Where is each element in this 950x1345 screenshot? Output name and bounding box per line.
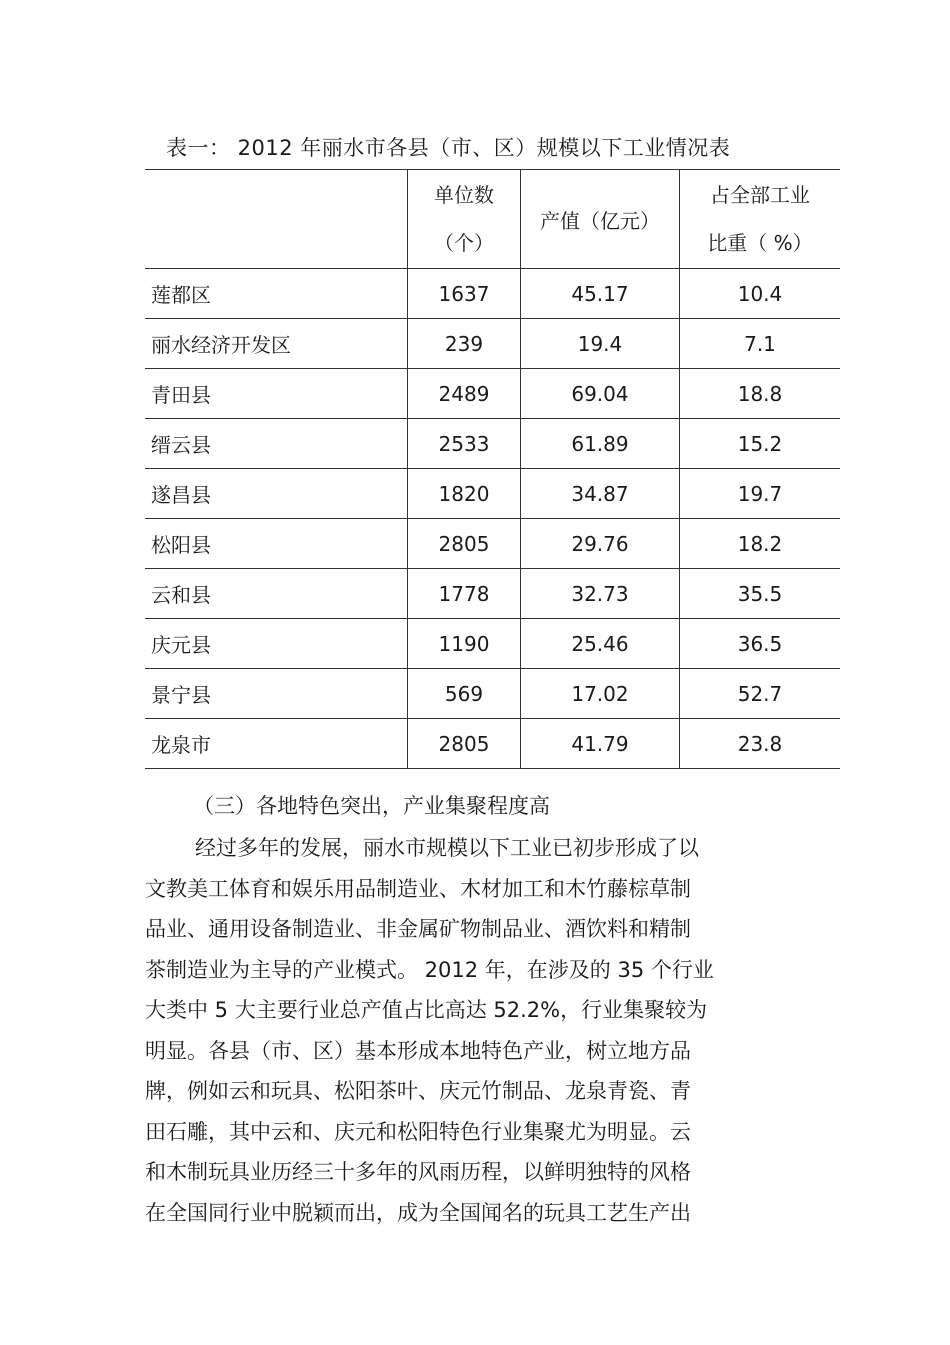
row-units: 1820 [408, 469, 521, 519]
paragraph-line: 大类中 5 大主要行业总产值占比高达 52.2%，行业集聚较为 [145, 998, 708, 1022]
row-name: 丽水经济开发区 [145, 319, 408, 369]
paragraph-line: 茶制造业为主导的产业模式。 2012 年，在涉及的 35 个行业 [145, 957, 714, 982]
header-share-line2: 比重（ %） [707, 231, 813, 255]
row-output: 45.17 [521, 269, 680, 319]
row-output: 17.02 [521, 669, 680, 719]
row-share: 36.5 [680, 619, 841, 669]
row-units: 2533 [408, 419, 521, 469]
row-share: 19.7 [680, 469, 841, 519]
table-header-row [145, 170, 840, 269]
row-name: 缙云县 [145, 419, 408, 469]
section-heading: （三）各地特色突出，产业集聚程度高 [193, 794, 550, 818]
paragraph-line: 田石雕，其中云和、庆元和松阳特色行业集聚尤为明显。云 [145, 1119, 691, 1144]
row-share: 18.8 [680, 369, 841, 419]
paragraph-line: 经过多年的发展，丽水市规模以下工业已初步形成了以 [195, 836, 699, 860]
paragraph-line: 文教美工体育和娱乐用品制造业、木材加工和木竹藤棕草制 [145, 876, 691, 901]
row-share: 52.7 [680, 669, 841, 719]
row-name: 景宁县 [145, 669, 408, 719]
row-name: 云和县 [145, 569, 408, 619]
header-name [145, 170, 408, 269]
header-units [408, 170, 521, 269]
paragraph-line: 明显。各县（市、区）基本形成本地特色产业，树立地方品 [145, 1038, 691, 1063]
header-share [680, 170, 841, 269]
industry-table [145, 169, 840, 769]
table-row [145, 469, 840, 519]
paragraph-line: 品业、通用设备制造业、非金属矿物制品业、酒饮料和精制 [145, 917, 691, 941]
row-units: 2805 [408, 519, 521, 569]
row-units: 2805 [408, 719, 521, 769]
header-units-line2: （个） [434, 231, 494, 255]
row-output: 61.89 [521, 419, 680, 469]
row-name: 龙泉市 [145, 719, 408, 769]
row-units: 569 [408, 669, 521, 719]
header-output: 产值（亿元） [521, 170, 680, 269]
table-row [145, 719, 840, 769]
table-row [145, 569, 840, 619]
row-name: 庆元县 [145, 619, 408, 669]
row-output: 41.79 [521, 719, 680, 769]
paragraph-line: 和木制玩具业历经三十多年的风雨历程，以鲜明独特的风格 [145, 1160, 691, 1184]
table-row [145, 319, 840, 369]
body-paragraph [145, 828, 825, 1233]
table-row [145, 619, 840, 669]
row-share: 23.8 [680, 719, 841, 769]
header-units-line1: 单位数 [434, 183, 494, 207]
row-units: 1778 [408, 569, 521, 619]
paragraph-line: 在全国同行业中脱颖而出，成为全国闻名的玩具工艺生产出 [145, 1200, 691, 1225]
table-caption: 表一： 2012 年丽水市各县（市、区）规模以下工业情况表 [166, 136, 731, 160]
row-name: 青田县 [145, 369, 408, 419]
row-units: 1637 [408, 269, 521, 319]
row-name: 莲都区 [145, 269, 408, 319]
row-output: 29.76 [521, 519, 680, 569]
table-row [145, 369, 840, 419]
table-row [145, 419, 840, 469]
row-name: 松阳县 [145, 519, 408, 569]
row-output: 34.87 [521, 469, 680, 519]
row-share: 18.2 [680, 519, 841, 569]
row-name: 遂昌县 [145, 469, 408, 519]
table-row [145, 269, 840, 319]
table-row [145, 669, 840, 719]
row-share: 15.2 [680, 419, 841, 469]
paragraph-line: 牌，例如云和玩具、松阳茶叶、庆元竹制品、龙泉青瓷、青 [145, 1079, 691, 1103]
row-units: 239 [408, 319, 521, 369]
row-units: 1190 [408, 619, 521, 669]
header-share-line1: 占全部工业 [710, 183, 810, 207]
row-units: 2489 [408, 369, 521, 419]
row-share: 10.4 [680, 269, 841, 319]
row-output: 19.4 [521, 319, 680, 369]
table-row [145, 519, 840, 569]
row-share: 7.1 [680, 319, 841, 369]
row-output: 69.04 [521, 369, 680, 419]
row-output: 32.73 [521, 569, 680, 619]
row-output: 25.46 [521, 619, 680, 669]
row-share: 35.5 [680, 569, 841, 619]
